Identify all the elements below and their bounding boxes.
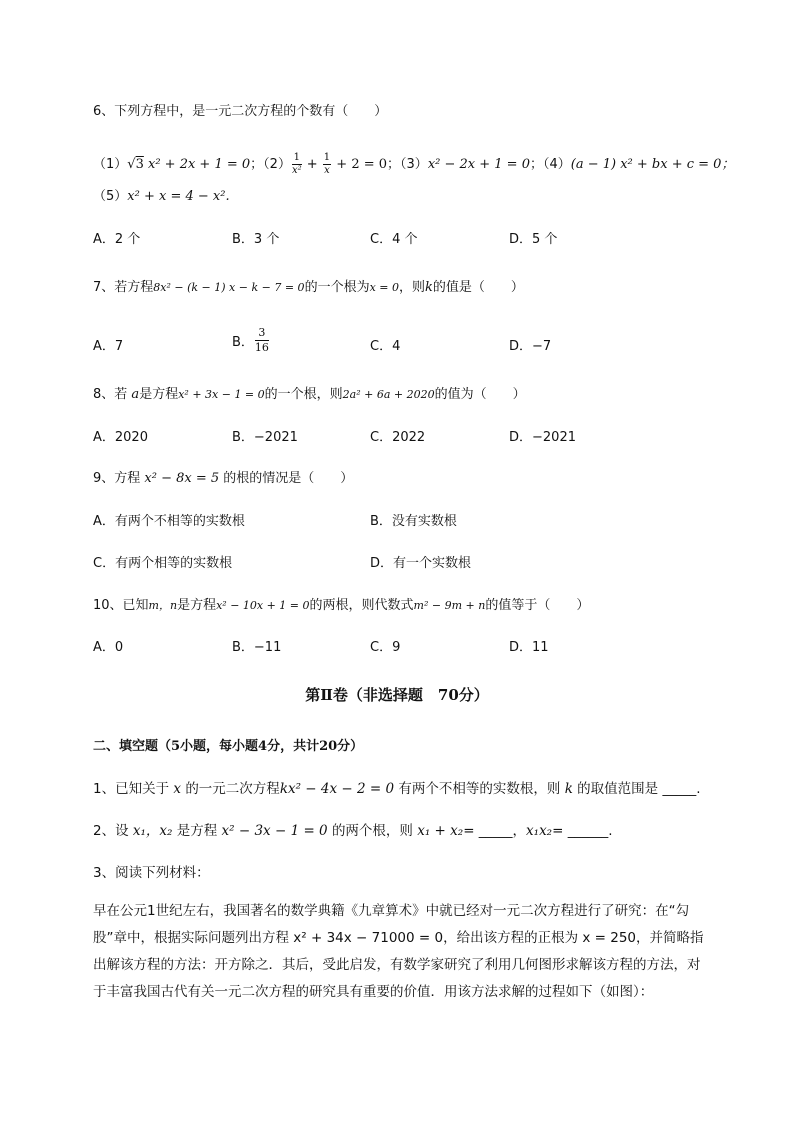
q6-item-4-expr: (a − 1) x² + bx + c = 0；	[570, 157, 735, 172]
q10-equation: x² − 10x + 1 = 0	[216, 599, 310, 612]
q10-stem: 10、已知m，n是方程x² − 10x + 1 = 0的两根，则代数式m² − 9m + n的值等于（ ）	[93, 598, 590, 613]
q7-option-b: B． $\frac{3}{16}$	[232, 326, 269, 354]
q7-var-k: k	[425, 280, 433, 295]
q7-root: x = 0	[369, 281, 399, 294]
q6-option-a: A．2 个	[93, 232, 141, 247]
q6-frac-1: $\frac{1}{\text{x²}}$	[291, 152, 302, 176]
q6-item-3-label: ；（3）	[387, 157, 428, 172]
q9-option-d: D．有一个实数根	[370, 556, 472, 571]
q6-option-b: B．3 个	[232, 232, 280, 247]
fill-q1-equation: kx² − 4x − 2 = 0	[279, 781, 395, 797]
q7-option-a: A．7	[93, 339, 124, 354]
q8-stem: 8、若 a是方程x² + 3x − 1 = 0的一个根，则2a² + 6a + 2020的值为（ ）	[93, 387, 526, 402]
q7-stem: 7、若方程8x² − (k − 1) x − k − 7 = 0的一个根为x = 0，则k的值是（ ）	[93, 280, 524, 295]
fill-q2: 2、设 x₁，x₂ 是方程 x² − 3x − 1 = 0 的两个根，则 x₁ + x₂= _____，x₁x₂= ______.	[93, 823, 613, 839]
q8-var-a: a	[131, 387, 140, 402]
q6-option-d: D．5 个	[509, 232, 558, 247]
q9-option-b: B．没有实数根	[370, 514, 457, 529]
fill-q3-stem: 3、阅读下列材料：	[93, 865, 210, 881]
q9-equation: x² − 8x = 5	[144, 471, 220, 486]
q6-item-2-tail: + 2 = 0	[336, 157, 388, 172]
q6-option-c: C．4 个	[370, 232, 418, 247]
q8-option-d: D．−2021	[509, 430, 576, 445]
q6-items-line2	[93, 185, 230, 204]
q7-option-c: C．4	[370, 339, 401, 354]
fill-q3-paragraph: 早在公元1世纪左右，我国著名的数学典籍《九章算术》中就已经对一元二次方程进行了研究：在“勾股”章中，根据实际问题列出方程 x² + 34x − 71000 = 0，给出该方程的正根为 x = 250，并简略指出解该方程的方法：开方除之．其后，受此启发，有数学家研究了利用几何图形求解该方程的方法，对于丰富我国古代有关一元二次方程的研究具有重要的价值．用该方法求解的过程如下（如图）：	[93, 903, 704, 1000]
q6-item-1-expr: x² + 2x + 1 = 0	[148, 157, 251, 172]
section2-header: 二、填空题（5小题，每小题4分，共计20分）	[93, 739, 364, 754]
q6-item-2-label: ；（2）	[250, 157, 291, 172]
q6-item-5-expr: x² + x = 4 − x².	[127, 189, 230, 204]
q10-expr: m² − 9m + n	[413, 599, 486, 612]
q10-option-d: D．11	[509, 640, 549, 655]
q6-item-3-expr: x² − 2x + 1 = 0	[427, 157, 530, 172]
fill-q1: 1、已知关于 x 的一元二次方程kx² − 4x − 2 = 0 有两个不相等的实数根，则 k 的取值范围是 _____.	[93, 781, 701, 797]
sqrt3: √3	[127, 157, 144, 172]
q10-option-a: A．0	[93, 640, 124, 655]
q10-option-b: B．−11	[232, 640, 282, 655]
q7-option-b-fraction: $\frac{3}{16}$	[254, 326, 269, 354]
part2-title: 第Ⅱ卷（非选择题 70分）	[305, 686, 489, 704]
q6-stem: 6、下列方程中，是一元二次方程的个数有（ ）	[93, 104, 388, 119]
q7-equation: 8x² − (k − 1) x − k − 7 = 0	[153, 281, 305, 294]
q6-item-5-label: （5）	[93, 189, 128, 204]
q6-items-line1: （1）√3 x² + 2x + 1 = 0；（2） $\frac{1}{\text{x²}}$ + $\frac{1}{x}$ + 2 = 0；（3）x² − 2x + 1 = 0；（4）(a − 1) x² + bx + c = 0；	[93, 152, 735, 176]
q9-option-c: C．有两个相等的实数根	[93, 556, 233, 571]
q8-option-a: A．2020	[93, 430, 148, 445]
q10-option-c: C．9	[370, 640, 401, 655]
q8-equation: x² + 3x − 1 = 0	[178, 388, 265, 401]
fill-q2-equation: x² − 3x − 1 = 0	[221, 823, 328, 839]
q9-stem: 9、方程 x² − 8x = 5 的根的情况是（ ）	[93, 471, 354, 486]
q10-vars: m，n	[148, 599, 178, 612]
q6-frac-2: $\frac{1}{x}$	[323, 152, 331, 176]
q8-option-b: B．−2021	[232, 430, 298, 445]
q8-expr: 2a² + 6a + 2020	[342, 388, 435, 401]
q9-option-a: A．有两个不相等的实数根	[93, 514, 245, 529]
q8-option-c: C．2022	[370, 430, 426, 445]
q6-item-1-label: （1）	[93, 157, 128, 172]
q6-item-4-label: ；（4）	[529, 157, 571, 172]
q7-option-d: D．−7	[509, 339, 552, 354]
